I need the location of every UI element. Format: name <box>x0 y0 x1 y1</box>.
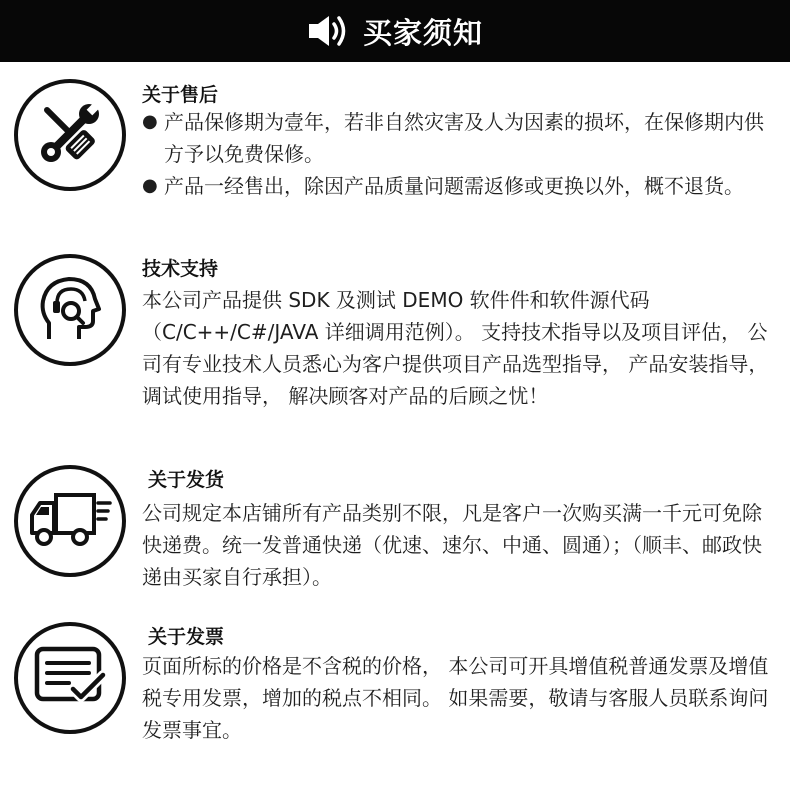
section-title: 关于售后 <box>142 84 219 106</box>
section-body <box>142 106 770 202</box>
bullet-dot: ● <box>142 111 158 132</box>
section-tech-support <box>0 242 790 457</box>
header-bar <box>0 0 790 62</box>
section-title: 关于发货 <box>148 469 225 491</box>
delivery-icon-circle <box>14 465 126 577</box>
support-head-icon <box>35 273 105 347</box>
header-title-wrap <box>307 11 483 52</box>
bullet-item <box>142 170 770 202</box>
tools-icon-circle <box>14 79 126 191</box>
bullet-item <box>142 106 770 170</box>
bullet-dot: ● <box>142 175 158 196</box>
bullet-text: 产品保修期为壹年，若非自然灾害及人为因素的损坏，在保修期内供方予以免费保修。 <box>164 110 764 166</box>
section-after-sales <box>0 62 790 242</box>
section-body: 页面所标的价格是不含税的价格， 本公司可开具增值税普通发票及增值税专用发票，增加的税点不相同。 如果需要，敬请与客服人员联系询问发票事宜。 <box>142 654 769 742</box>
invoice-icon <box>33 645 107 711</box>
invoice-icon-circle <box>14 622 126 734</box>
section-title: 技术支持 <box>142 258 219 280</box>
section-invoice <box>0 612 790 799</box>
bullet-text: 产品一经售出，除因产品质量问题需返修或更换以外，概不退货。 <box>164 174 744 198</box>
section-shipping <box>0 457 790 612</box>
support-icon-circle <box>14 254 126 366</box>
section-body: 本公司产品提供 SDK 及测试 DEMO 软件件和软件源代码（C/C++/C#/JAVA 详细调用范例）。 支持技术指导以及项目评估， 公司有专业技术人员悉心为客户提供项目产品选型指导， 产品安装指导， 调试使用指导， 解决顾客对产品的后顾之忧！ <box>142 288 769 408</box>
speaker-icon <box>307 13 353 49</box>
section-title: 关于发票 <box>148 626 225 648</box>
section-body: 公司规定本店铺所有产品类别不限，凡是客户一次购买满一千元可免除快递费。统一发普通快递（优速、速尔、中通、圆通）；（顺丰、邮政快递由买家自行承担）。 <box>142 501 762 589</box>
tools-icon <box>37 100 103 170</box>
delivery-truck-icon <box>28 489 112 553</box>
page-title: 买家须知 <box>362 15 483 50</box>
